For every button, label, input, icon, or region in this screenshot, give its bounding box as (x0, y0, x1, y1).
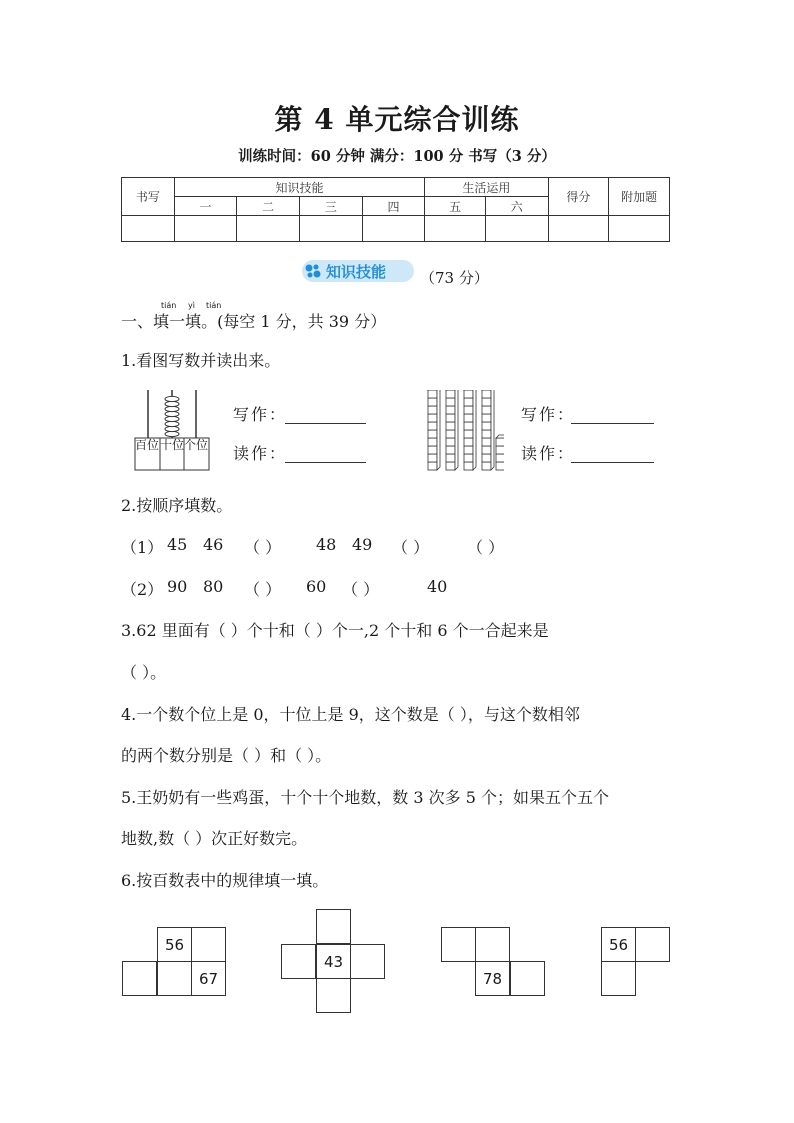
read-answer-2[interactable] (571, 462, 654, 463)
score-table (121, 177, 670, 242)
q2-row1-item: 49 (352, 535, 373, 554)
abacus-bead (165, 401, 179, 406)
number-cubes-icon (424, 390, 504, 472)
part1-prefix: 一、 (121, 312, 154, 331)
score-cell[interactable] (122, 216, 175, 242)
q2-row1-item: 45 (167, 535, 188, 554)
q2-row1-blank[interactable]: （ ） (392, 538, 430, 557)
write-answer-1[interactable] (285, 423, 366, 424)
abacus-icon (134, 388, 210, 472)
grid4-cell-blank[interactable] (635, 927, 670, 962)
score-cell[interactable] (425, 216, 486, 242)
col-6: 六 (485, 197, 548, 216)
write-label-2: 写作： (521, 405, 576, 424)
grid4-cell: 56 (601, 927, 636, 962)
score-cell[interactable] (362, 216, 425, 242)
q2-row1-blank[interactable]: （ ） (467, 538, 505, 557)
col-4: 四 (362, 197, 425, 216)
grid1-cell-blank[interactable] (157, 961, 192, 996)
q4-line2: 的两个数分别是（ ）和（ ）。 (121, 746, 332, 765)
grid1-cell: 56 (157, 927, 192, 962)
grid3-cell-blank[interactable] (441, 927, 476, 962)
part1-heading (121, 309, 386, 332)
knowledge-header: 知识技能 (174, 178, 425, 197)
abacus-label-ones: 个位 (184, 438, 209, 452)
col-1: 一 (174, 197, 237, 216)
ten-stick (482, 390, 494, 470)
grid3-cell-blank[interactable] (510, 961, 545, 996)
ones-cubes (496, 435, 504, 470)
grid3-cell: 78 (475, 961, 510, 996)
pinyin-tian-2: tián (206, 301, 222, 310)
read-label-1: 读作： (233, 444, 288, 463)
grid1-cell: 67 (191, 961, 226, 996)
score-cell[interactable] (237, 216, 300, 242)
exam-info: 训练时间：60 分钟 满分：100 分 书写（3 分） (238, 148, 556, 165)
q2-row2-prefix: （2） (121, 580, 164, 599)
section-dots-icon (304, 263, 322, 279)
score-cell[interactable] (609, 216, 670, 242)
abacus-bead (165, 396, 179, 401)
grid2-cell-blank[interactable] (350, 944, 385, 979)
q6-text: 6.按百数表中的规律填一填。 (121, 871, 329, 890)
writing-header: 书写 (122, 178, 175, 216)
score-cell[interactable] (174, 216, 237, 242)
pinyin-tian-1: tián (161, 301, 177, 310)
q5-line1: 5.王奶奶有一些鸡蛋，十个十个地数，数 3 次多 5 个；如果五个五个 (121, 788, 609, 807)
q2-row2-blank[interactable]: （ ） (342, 580, 380, 599)
q2-row2-blank[interactable]: （ ） (244, 580, 282, 599)
q1-text: 1.看图写数并读出来。 (121, 351, 281, 370)
ten-stick (464, 390, 476, 470)
score-cell[interactable] (548, 216, 609, 242)
read-answer-1[interactable] (285, 462, 366, 463)
bonus-header: 附加题 (609, 178, 670, 216)
ten-stick (428, 390, 440, 470)
grid4-cell-blank[interactable] (601, 961, 636, 996)
grid2-cell: 43 (316, 944, 351, 979)
part1-suffix: 。(每空 1 分，共 39 分） (201, 312, 387, 331)
q3-line1: 3.62 里面有（ ）个十和（ ）个一,2 个十和 6 个一合起来是 (121, 621, 549, 640)
abacus-bead (165, 431, 179, 436)
grid2-cell-blank[interactable] (316, 909, 351, 944)
col-2: 二 (237, 197, 300, 216)
q2-text: 2.按顺序填数。 (121, 496, 233, 515)
read-label-2: 读作： (521, 444, 576, 463)
abacus-label-tens: 十位 (160, 438, 185, 452)
write-label-1: 写作： (233, 405, 288, 424)
page-title: 第 4 单元综合训练 (274, 103, 520, 136)
q4-line1: 4.一个数个位上是 0，十位上是 9，这个数是（ ），与这个数相邻 (121, 705, 580, 724)
grid2-cell-blank[interactable] (316, 978, 351, 1013)
col-3: 三 (300, 197, 363, 216)
ten-stick (446, 390, 458, 470)
grid3-cell-blank[interactable] (475, 927, 510, 962)
q2-row2-item: 40 (427, 577, 448, 596)
part1-char1: 填 (153, 312, 170, 331)
section-score: （73 分） (420, 269, 489, 287)
q2-row2-item: 60 (306, 577, 327, 596)
q2-row1 (121, 535, 163, 558)
life-header: 生活运用 (425, 178, 548, 197)
abacus-bead (165, 406, 179, 411)
q2-row1-item: 48 (316, 535, 337, 554)
score-header: 得分 (548, 178, 609, 216)
q2-row2-item: 90 (167, 577, 188, 596)
q2-row2-item: 80 (203, 577, 224, 596)
q2-row1-item: 46 (203, 535, 224, 554)
abacus-bead (165, 416, 179, 421)
pinyin-yi: yì (188, 301, 195, 310)
abacus-label-hundreds: 百位 (135, 438, 160, 452)
abacus-bead (165, 421, 179, 426)
grid1-cell-blank[interactable] (191, 927, 226, 962)
q2-row1-prefix: （1） (121, 538, 164, 557)
write-answer-2[interactable] (571, 423, 654, 424)
grid2-cell-blank[interactable] (281, 944, 316, 979)
grid1-cell-blank[interactable] (122, 961, 157, 996)
abacus-bead (165, 411, 179, 416)
part1-char2: 填 (185, 312, 202, 331)
col-5: 五 (425, 197, 486, 216)
q5-line2: 地数,数（ ）次正好数完。 (121, 829, 308, 848)
part1-dash: 一 (169, 312, 186, 331)
q2-row1-blank[interactable]: （ ） (244, 538, 282, 557)
score-cell[interactable] (485, 216, 548, 242)
section-title: 知识技能 (326, 263, 387, 281)
q3-line2: （ ）。 (121, 663, 167, 682)
score-cell[interactable] (300, 216, 363, 242)
abacus-bead (165, 426, 179, 431)
